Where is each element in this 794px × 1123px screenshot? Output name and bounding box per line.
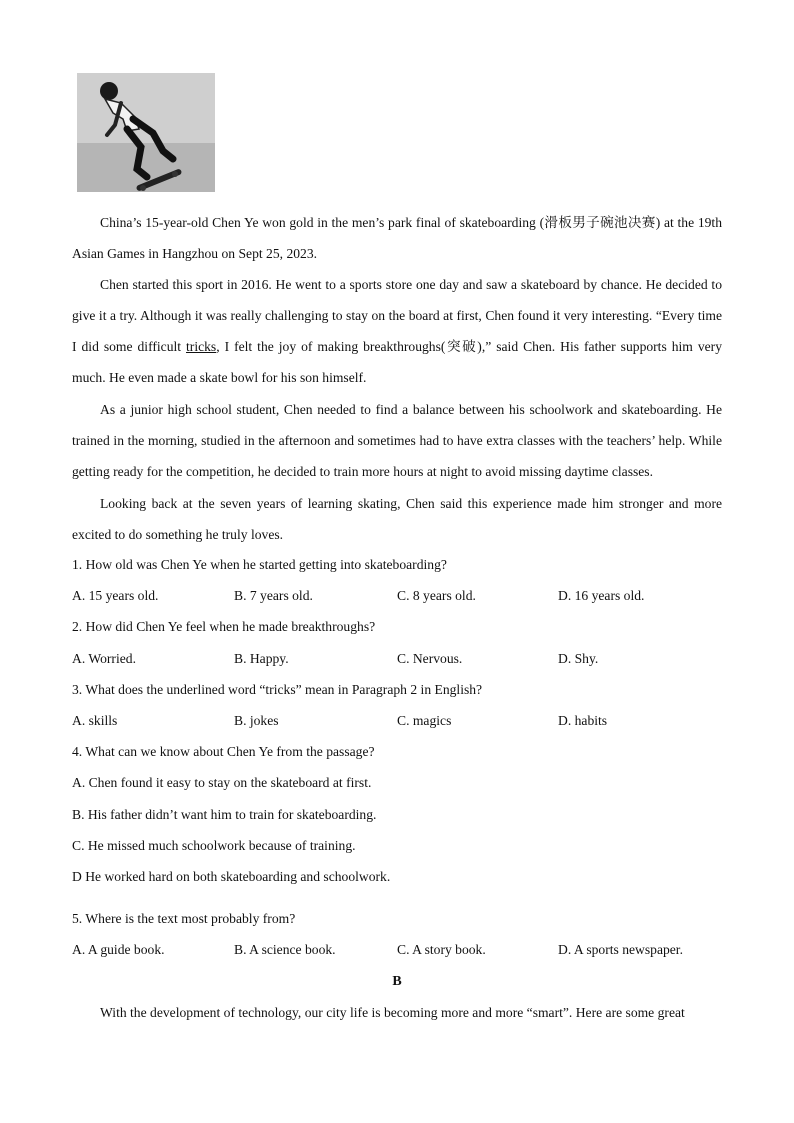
q3-option-a[interactable]: A. skills	[72, 713, 118, 728]
paragraph-3-text: As a junior high school student, Chen needed to find a balance between his schoolwork and skateboarding. He trained in the morning, studied in the afternoon and sometimes had to have extra classes with the teachers’ help. While getting ready for the competition, he decided to train more hours at night to avoid missing daytime classes.	[72, 402, 722, 479]
q1-option-d[interactable]: D. 16 years old.	[558, 588, 645, 603]
question-4: 4. What can we know about Chen Ye from the passage?	[72, 744, 375, 759]
q4-option-c[interactable]: C. He missed much schoolwork because of training.	[72, 838, 356, 853]
skateboarder-figure-icon	[77, 73, 215, 192]
q5-option-d[interactable]: D. A sports newspaper.	[558, 942, 683, 957]
section-b-text: With the development of technology, our city life is becoming more and more “smart”. Here are some great	[100, 1005, 685, 1020]
paragraph-2	[72, 269, 722, 393]
skateboarder-photo	[77, 73, 215, 192]
q3-option-b[interactable]: B. jokes	[234, 713, 279, 728]
paragraph-2-text-b: , I felt the joy of making breakthroughs(突破),” said Chen. His father supports him very much. He even made a skate bowl for his son himself.	[72, 339, 722, 385]
section-b-heading: B	[392, 974, 402, 989]
q5-option-c[interactable]: C. A story book.	[397, 942, 486, 957]
question-2: 2. How did Chen Ye feel when he made breakthroughs?	[72, 619, 376, 634]
q3-option-d[interactable]: D. habits	[558, 713, 608, 728]
paragraph-3	[72, 394, 722, 487]
question-5: 5. Where is the text most probably from?	[72, 911, 296, 926]
question-3: 3. What does the underlined word “tricks” mean in Paragraph 2 in English?	[72, 682, 483, 697]
q1-option-c[interactable]: C. 8 years old.	[397, 588, 476, 603]
section-b-paragraph	[72, 997, 722, 1028]
paragraph-4	[72, 488, 722, 550]
q4-option-d[interactable]: D He worked hard on both skateboarding and schoolwork.	[72, 869, 391, 884]
q3-option-c[interactable]: C. magics	[397, 713, 452, 728]
q2-option-d[interactable]: D. Shy.	[558, 651, 599, 666]
underlined-word-tricks: tricks	[186, 339, 217, 354]
q1-option-a[interactable]: A. 15 years old.	[72, 588, 159, 603]
q4-option-b[interactable]: B. His father didn’t want him to train for skateboarding.	[72, 807, 377, 822]
q4-option-a[interactable]: A. Chen found it easy to stay on the skateboard at first.	[72, 775, 372, 790]
paragraph-1-text: China’s 15-year-old Chen Ye won gold in the men’s park final of skateboarding (滑板男子碗池决赛) at the 19th Asian Games in Hangzhou on Sept 25, 2023.	[72, 215, 722, 261]
q2-option-a[interactable]: A. Worried.	[72, 651, 136, 666]
paragraph-4-text: Looking back at the seven years of learning skating, Chen said this experience made him stronger and more excited to do something he truly loves.	[72, 496, 722, 542]
paragraph-1	[72, 207, 722, 269]
q1-option-b[interactable]: B. 7 years old.	[234, 588, 313, 603]
q2-option-b[interactable]: B. Happy.	[234, 651, 289, 666]
q5-option-a[interactable]: A. A guide book.	[72, 942, 165, 957]
q2-option-c[interactable]: C. Nervous.	[397, 651, 463, 666]
q5-option-b[interactable]: B. A science book.	[234, 942, 336, 957]
question-1: 1. How old was Chen Ye when he started getting into skateboarding?	[72, 557, 447, 572]
paragraph-2-text-a: Chen started this sport in 2016. He went to a sports store one day and saw a skateboard by chance. He decided to give it a try. Although it was really challenging to stay on the board at first, Chen found it very interesting. “Every time I did some difficult	[72, 277, 722, 354]
